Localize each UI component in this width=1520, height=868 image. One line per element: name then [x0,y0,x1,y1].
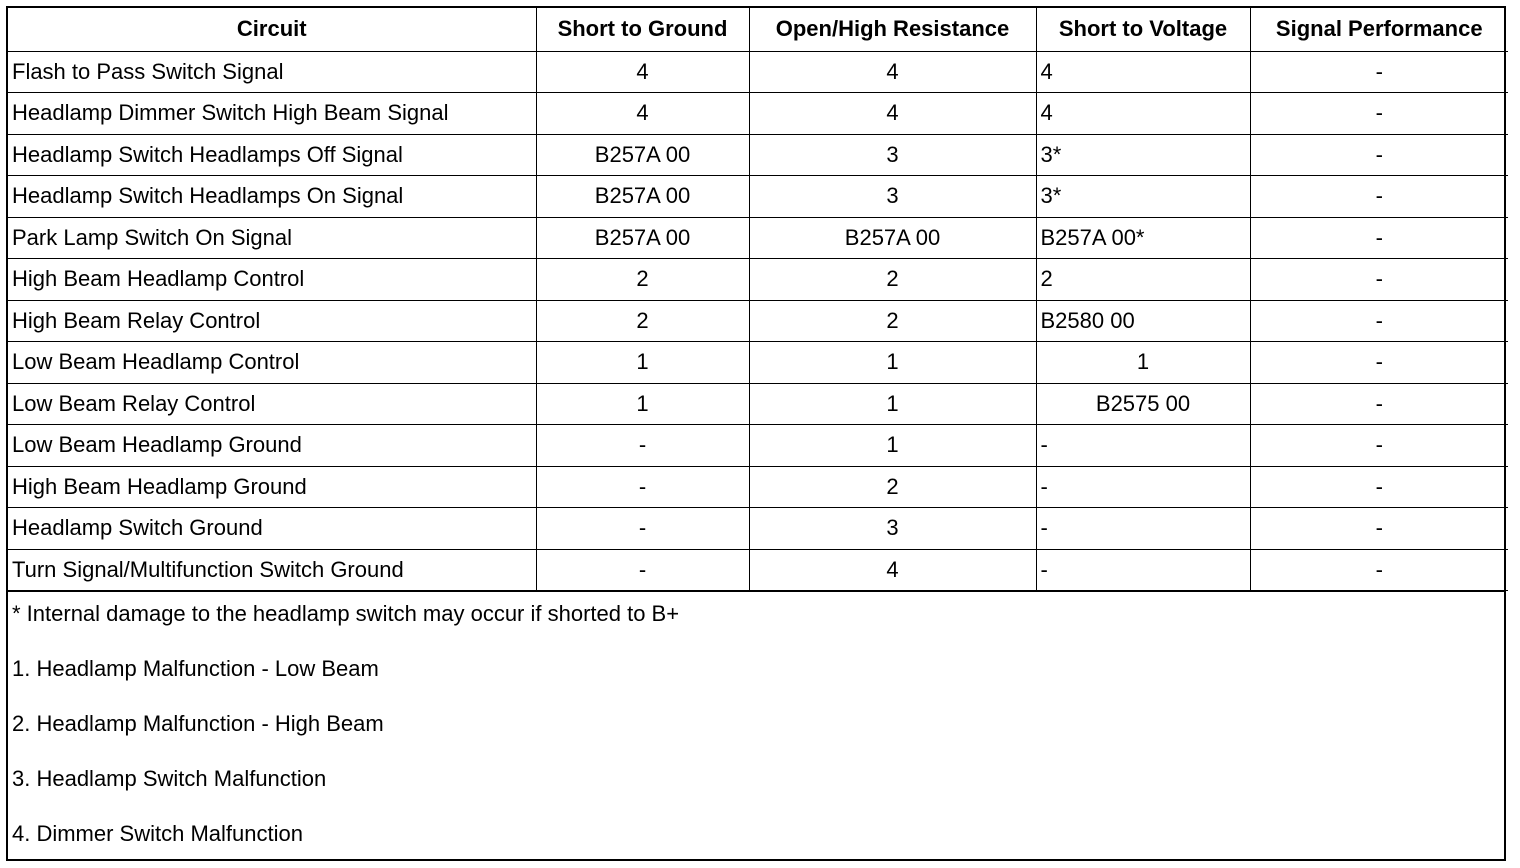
cell-open-high-resistance: 3 [749,176,1036,218]
header-signal-performance: Signal Performance [1250,8,1508,51]
cell-open-high-resistance: 4 [749,93,1036,135]
note-3: 3. Headlamp Switch Malfunction [12,766,327,791]
cell-short-to-ground: 1 [536,342,749,384]
cell-short-to-ground: - [536,466,749,508]
cell-short-to-ground: 1 [536,383,749,425]
cell-circuit: High Beam Headlamp Ground [8,466,536,508]
cell-circuit: Park Lamp Switch On Signal [8,217,536,259]
table-row [8,342,1508,384]
cell-short-to-voltage: - [1036,466,1250,508]
cell-open-high-resistance: 4 [749,51,1036,93]
cell-signal-performance: - [1250,466,1508,508]
cell-short-to-ground: 4 [536,93,749,135]
cell-signal-performance: - [1250,300,1508,342]
table-row [8,466,1508,508]
table-header-row [8,8,1508,51]
cell-short-to-voltage: 3* [1036,134,1250,176]
cell-circuit: Turn Signal/Multifunction Switch Ground [8,549,536,591]
table-row [8,425,1508,467]
cell-short-to-ground: B257A 00 [536,176,749,218]
cell-open-high-resistance: 3 [749,134,1036,176]
cell-signal-performance: - [1250,425,1508,467]
cell-short-to-voltage: B2580 00 [1036,300,1250,342]
table-row [8,259,1508,301]
cell-circuit: Headlamp Switch Headlamps Off Signal [8,134,536,176]
cell-short-to-voltage: 4 [1036,51,1250,93]
cell-short-to-voltage: 3* [1036,176,1250,218]
table-row [8,508,1508,550]
table-row [8,134,1508,176]
cell-short-to-voltage: - [1036,508,1250,550]
cell-short-to-voltage: - [1036,425,1250,467]
table-row [8,300,1508,342]
cell-circuit: Low Beam Headlamp Ground [8,425,536,467]
cell-open-high-resistance: 1 [749,425,1036,467]
cell-short-to-ground: - [536,508,749,550]
cell-short-to-ground: B257A 00 [536,217,749,259]
cell-circuit: Low Beam Headlamp Control [8,342,536,384]
notes-section [8,591,1504,852]
cell-short-to-voltage: - [1036,549,1250,591]
cell-short-to-voltage: 1 [1036,342,1250,384]
cell-signal-performance: - [1250,508,1508,550]
cell-circuit: Headlamp Switch Ground [8,508,536,550]
cell-short-to-voltage: B257A 00* [1036,217,1250,259]
cell-open-high-resistance: 2 [749,300,1036,342]
note-4: 4. Dimmer Switch Malfunction [12,821,303,846]
cell-circuit: High Beam Headlamp Control [8,259,536,301]
cell-short-to-ground: 4 [536,51,749,93]
table-row [8,217,1508,259]
cell-signal-performance: - [1250,342,1508,384]
cell-open-high-resistance: 1 [749,342,1036,384]
cell-open-high-resistance: 1 [749,383,1036,425]
note-2: 2. Headlamp Malfunction - High Beam [12,711,384,736]
cell-circuit: Headlamp Switch Headlamps On Signal [8,176,536,218]
cell-open-high-resistance: 3 [749,508,1036,550]
header-circuit: Circuit [8,8,536,51]
cell-signal-performance: - [1250,549,1508,591]
cell-signal-performance: - [1250,176,1508,218]
table-row [8,549,1508,591]
circuit-fault-table [8,8,1508,591]
cell-short-to-ground: 2 [536,259,749,301]
table-row [8,176,1508,218]
cell-open-high-resistance: 2 [749,466,1036,508]
cell-signal-performance: - [1250,93,1508,135]
cell-signal-performance: - [1250,134,1508,176]
table-row [8,93,1508,135]
cell-circuit: Low Beam Relay Control [8,383,536,425]
cell-open-high-resistance: 2 [749,259,1036,301]
cell-short-to-ground: 2 [536,300,749,342]
cell-short-to-voltage: B2575 00 [1036,383,1250,425]
cell-signal-performance: - [1250,51,1508,93]
table-row [8,51,1508,93]
table-row [8,383,1508,425]
cell-signal-performance: - [1250,259,1508,301]
header-short-to-voltage: Short to Voltage [1036,8,1250,51]
cell-short-to-voltage: 2 [1036,259,1250,301]
cell-open-high-resistance: B257A 00 [749,217,1036,259]
cell-circuit: Headlamp Dimmer Switch High Beam Signal [8,93,536,135]
cell-circuit: High Beam Relay Control [8,300,536,342]
header-short-to-ground: Short to Ground [536,8,749,51]
cell-signal-performance: - [1250,217,1508,259]
cell-open-high-resistance: 4 [749,549,1036,591]
note-1: 1. Headlamp Malfunction - Low Beam [12,656,379,681]
cell-short-to-ground: B257A 00 [536,134,749,176]
cell-short-to-ground: - [536,425,749,467]
circuit-fault-table-sheet [6,6,1506,861]
cell-circuit: Flash to Pass Switch Signal [8,51,536,93]
cell-signal-performance: - [1250,383,1508,425]
cell-short-to-voltage: 4 [1036,93,1250,135]
header-open-high-resistance: Open/High Resistance [749,8,1036,51]
cell-short-to-ground: - [536,549,749,591]
note-footnote: * Internal damage to the headlamp switch may occur if shorted to B+ [12,601,680,626]
